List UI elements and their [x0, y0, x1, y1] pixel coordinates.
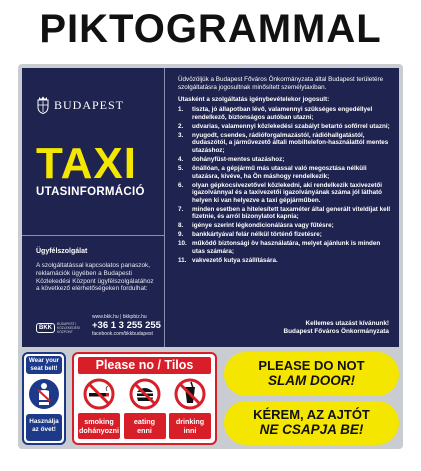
rights-lead: Utasként a szolgáltatás igénybevételekor jogosult: [178, 96, 330, 104]
left-column [22, 68, 165, 347]
seatbelt-sign [22, 352, 66, 445]
list-item: 3. nyugodt, csendes, rádióforgalmazástól, rádióhallgatástól, dudaszótól, a járművezető általi mobiltelefon-használattól mentes utazáshoz; [178, 131, 389, 154]
budapest-crest-icon [36, 96, 50, 114]
no-eating-icon [129, 378, 161, 410]
prohibition-item-smoking [78, 378, 120, 442]
prohibition-label-en: drinking [175, 417, 205, 426]
closing-greeting: Kellemes utazást kívánunk! [305, 320, 389, 327]
prohibition-label-en: eating [133, 417, 156, 426]
prohibition-header: Please no / Tilos [78, 357, 211, 374]
taxi-title: TAXI [36, 139, 137, 188]
list-item: 7. minden esetben a hitelesített taxaméter által generált viteldíjat kell fizetnie, és arról bizonylatot kapnia; [178, 205, 391, 221]
pictogram-band [22, 352, 399, 445]
welcome-text: Üdvözöljük a Budapest Főváros Önkormányzata által Budapest területére szolgáltatásra jogosultnak minősített személytaxiban. [178, 76, 384, 91]
prohibition-label-hu: dohányozni [79, 426, 119, 435]
list-item: 4. dohányfüst-mentes utazáshoz; [178, 155, 285, 163]
prohibition-label [78, 413, 120, 439]
seatbelt-icon [28, 378, 60, 410]
list-item: 11. vakvezető kutya szállítására. [178, 256, 278, 264]
list-item: 5. önállóan, a gépjármű más utassal való megosztása nélküli utazásra, kivéve, ha Ön máshogy rendelkezik; [178, 164, 367, 180]
list-item: 6. olyan gépkocsivezetővel közlekedni, aki rendelkezik taxivezetői igazolvánnyal és a taxivezetői igazolványának száma jól látható helyen ki van helyezve a taxi gépjárműben. [178, 181, 383, 204]
customer-service-title: Ügyfélszolgálat [36, 248, 88, 255]
budapest-logo [36, 95, 156, 115]
bkk-logo-mark: BKK [36, 323, 55, 333]
bkk-logo-text: BUDAPESTI KÖZLEKEDÉSI KÖZPONT [57, 322, 80, 334]
passenger-rights-column [170, 68, 399, 347]
prohibition-label [169, 413, 211, 439]
list-item: 9. bankkártyával felár nélkül történő fizetésre; [178, 231, 322, 239]
taxi-info-sticker [18, 64, 403, 449]
list-item: 1. tiszta, jó állapotban lévő, valamennyi szükséges engedéllyel rendelkező, biztonságos autóban utazni; [178, 106, 373, 121]
list-item: 10. működő biztonsági öv használatára, melyet ajánlunk is minden utas számára; [178, 240, 381, 255]
taxi-title-block [22, 68, 164, 236]
door-sign-hu-line1: KÉREM, AZ AJTÓT [253, 407, 370, 422]
door-sign-hu [224, 401, 399, 445]
closing-text [284, 320, 389, 336]
rights-list [178, 106, 391, 264]
door-sign-en-line2: SLAM DOOR! [268, 373, 355, 388]
door-sign-en [224, 352, 399, 396]
door-sign-en-line1: PLEASE DO NOT [258, 358, 365, 373]
no-drinking-icon [174, 378, 206, 410]
prohibition-items [78, 378, 211, 442]
prohibition-item-drinking [169, 378, 211, 442]
customer-service-text: A szolgáltatással kapcsolatos panaszok, reklamációk ügyében a Budapesti Közlekedési Központ ügyfélszolgálatához a következő elérhetőségeken fordulhat: [36, 262, 154, 293]
page-title: PIKTOGRAMMAL [39, 7, 382, 51]
prohibition-label-hu: inni [183, 426, 197, 435]
contact-facebook: facebook.com/bkkbudapest [92, 331, 153, 337]
list-item: 2. udvarias, valamennyi közlekedési szabályt betartó sofőrrel utazni; [178, 122, 390, 130]
contact-info [92, 314, 162, 337]
prohibition-label-en: smoking [84, 417, 114, 426]
prohibition-item-eating [124, 378, 166, 442]
taxi-subtitle: UTASINFORMÁCIÓ [36, 186, 145, 198]
prohibition-panel [72, 352, 217, 445]
closing-signature: Budapest Főváros Önkormányzata [283, 327, 389, 335]
seatbelt-text-hu: Használja az övet! [26, 414, 62, 441]
bkk-logo [36, 320, 84, 336]
door-sign-hu-line2: NE CSAPJA BE! [259, 422, 364, 437]
budapest-logo-text: BUDAPEST [54, 97, 125, 112]
contact-phone: +36 1 3 255 255 [92, 320, 161, 331]
contact-website: www.bkk.hu | bkkpbiz.hu [92, 314, 147, 320]
prohibition-label [124, 413, 166, 439]
no-smoking-icon [83, 378, 115, 410]
list-item: 8. igénye szerint légkondicionálásra vagy fűtésre; [178, 222, 334, 230]
prohibition-label-hu: enni [137, 426, 152, 435]
seatbelt-text-en: Wear your seat belt! [26, 356, 62, 374]
